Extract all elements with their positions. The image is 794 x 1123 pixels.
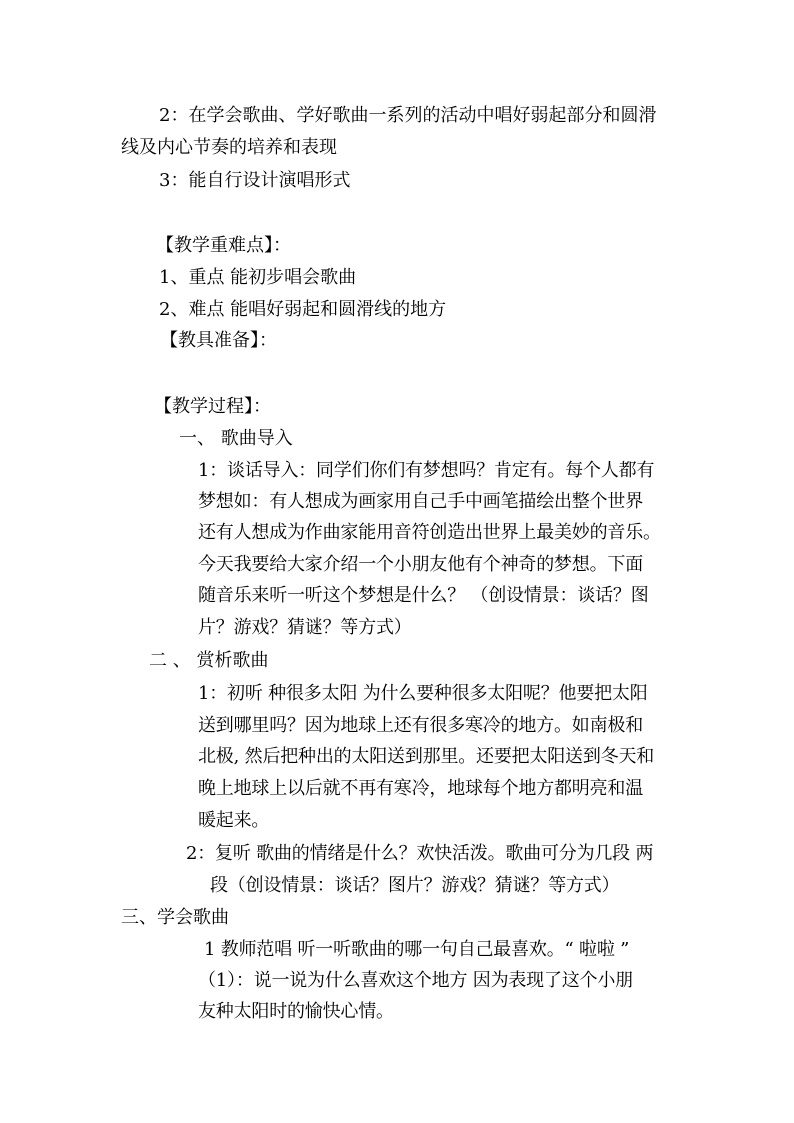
section-1-paragraph-line: 今天我要给大家介绍一个小朋友他有个神奇的梦想。下面: [198, 554, 643, 575]
section-3-paragraph-line: （1）：说一说为什么喜欢这个地方 因为表现了这个小朋: [198, 970, 633, 991]
section-2-title: 二 、 赏析歌曲: [149, 650, 269, 671]
heading-teaching-process: 【教学过程】：: [154, 396, 271, 417]
section-1-paragraph-line: 1：谈话导入：同学们你们有梦想吗？肯定有。每个人都有: [198, 460, 655, 481]
section-2-paragraph-line: 1：初听 种很多太阳 为什么要种很多太阳呢？他要把太阳: [198, 683, 648, 704]
section-3-paragraph-line: 友种太阳时的愉快心情。: [198, 1001, 394, 1022]
section-2-paragraph-line: 暖起来。: [198, 810, 270, 831]
section-2-relisten-line: 2：复听 歌曲的情绪是什么？欢快活泼。歌曲可分为几段 两: [186, 843, 654, 864]
heading-teaching-aids: 【教具准备】：: [160, 330, 277, 351]
section-3-title: 三、学会歌曲: [121, 907, 229, 928]
section-1-paragraph-line: 还有人想成为作曲家能用音符创造出世界上最美妙的音乐。: [198, 522, 661, 543]
section-1-paragraph-line: 随音乐来听一听这个梦想是什么？ （创设情景：谈话？图: [198, 585, 649, 606]
difficult-point: 2、难点 能唱好弱起和圆滑线的地方: [159, 299, 447, 320]
objective-3: 3：能自行设计演唱形式: [159, 170, 351, 191]
section-1-paragraph-line: 片？游戏？猜谜？等方式）: [198, 617, 412, 638]
section-1-paragraph-line: 梦想如：有人想成为画家用自己手中画笔描绘出整个世界: [198, 491, 643, 512]
section-2-paragraph-line: 送到哪里吗？因为地球上还有很多寒冷的地方。如南极和: [198, 715, 643, 736]
objective-2-line-2: 线及内心节奏的培养和表现: [121, 137, 337, 158]
section-3-paragraph-line: 1 教师范唱 听一听歌曲的哪一句自己最喜欢。“ 啦啦 ”: [204, 939, 630, 960]
section-2-relisten-line: 段（创设情景：谈话？图片？游戏？猜谜？等方式）: [210, 875, 620, 896]
heading-key-difficult-points: 【教学重难点】：: [156, 235, 291, 256]
section-1-title: 一、 歌曲导入: [179, 428, 293, 449]
key-point: 1、重点 能初步唱会歌曲: [159, 267, 357, 288]
section-2-paragraph-line: 北极, 然后把种出的太阳送到那里。还要把太阳送到冬天和: [198, 746, 655, 767]
objective-2-line-1: 2：在学会歌曲、学好歌曲一系列的活动中唱好弱起部分和圆滑: [159, 105, 657, 126]
section-2-paragraph-line: 晚上地球上以后就不再有寒冷，地球每个地方都明亮和温: [198, 778, 643, 799]
